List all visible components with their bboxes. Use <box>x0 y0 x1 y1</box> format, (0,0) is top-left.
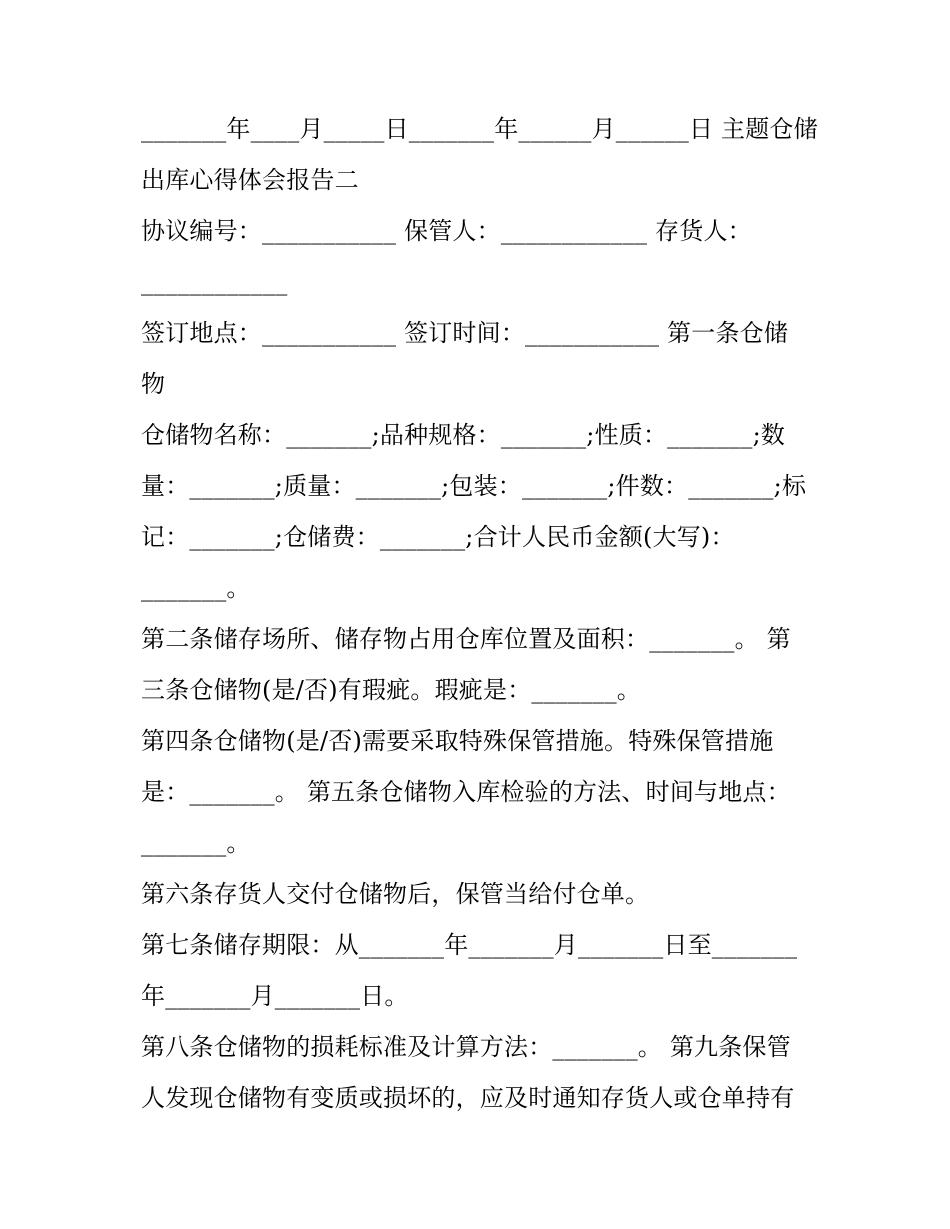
text-line: 协议编号：___________ 保管人：____________ 存货人： <box>141 217 752 245</box>
text-line: _______。 <box>141 574 251 602</box>
text-line: 第四条仓储物(是/否)需要采取特殊保管措施。特殊保管措施 <box>141 727 774 755</box>
document-body <box>141 104 821 1124</box>
text-line: 出库心得体会报告二 <box>141 166 359 194</box>
text-line: 是：_______。 第五条仓储物入库检验的方法、时间与地点： <box>141 778 791 806</box>
text-line: 第八条仓储物的损耗标准及计算方法：_______。 第九条保管 <box>141 1033 791 1061</box>
text-line: 年_______月_______日。 <box>141 982 409 1010</box>
text-line: 记：_______;仓储费：_______;合计人民币金额(大写)： <box>141 523 735 551</box>
text-line: 人发现仓储物有变质或损坏的，应及时通知存货人或仓单持有 <box>141 1084 795 1112</box>
text-line: 量：_______;质量：_______;包装：_______;件数：_______;标 <box>141 472 807 500</box>
text-line: _______年____月_____日_______年______月______日 主题仓储 <box>141 115 818 143</box>
text-line: ____________ <box>141 268 288 296</box>
text-line: 仓储物名称：_______;品种规格：_______;性质：_______;数 <box>141 421 786 449</box>
text-line: 第七条储存期限：从_______年_______月_______日至_______ <box>141 931 798 959</box>
text-line: 三条仓储物(是/否)有瑕疵。瑕疵是：_______。 <box>141 676 642 704</box>
text-line: _______。 <box>141 829 251 857</box>
text-line: 第六条存货人交付仓储物后，保管当给付仓单。 <box>141 880 650 908</box>
text-line: 签订地点：___________ 签订时间：___________ 第一条仓储 <box>141 319 789 347</box>
text-line: 物 <box>141 370 166 398</box>
text-line: 第二条储存场所、储存物占用仓库位置及面积：_______。 第 <box>141 625 791 653</box>
